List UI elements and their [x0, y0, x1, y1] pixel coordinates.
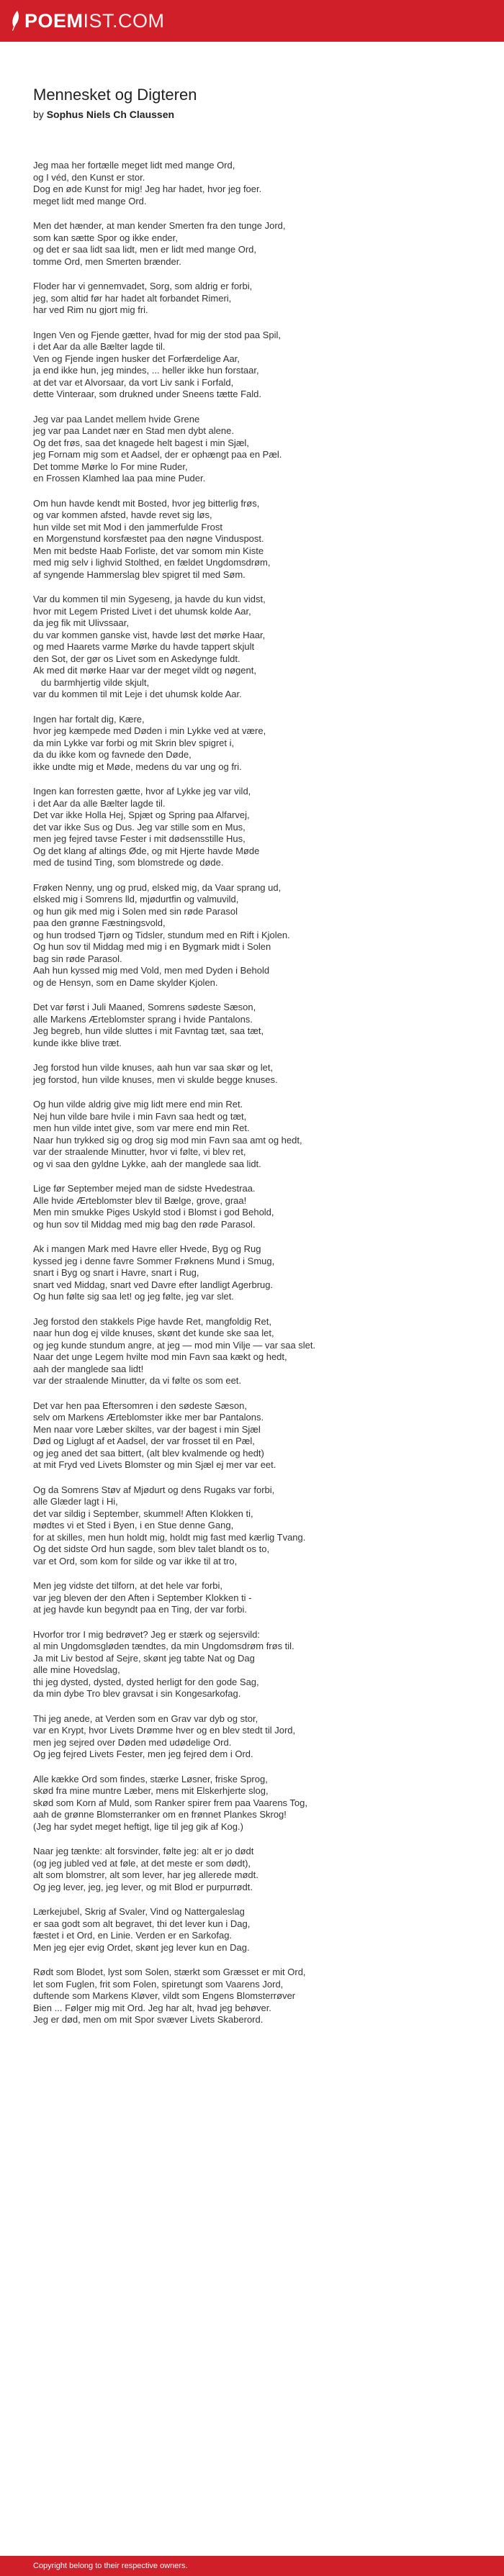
poem-line: Og det sidste Ord hun sagde, som blev talet blandt os to, — [33, 1543, 270, 1554]
poem-line: som kan sætte Spor og ikke ender, — [33, 232, 178, 243]
poem-body — [33, 160, 480, 2026]
poem-line: at mit Fryd ved Livets Blomster og min Sjæl ej mer var eet. — [33, 1459, 276, 1470]
poem-line: skød fra mine muntre Læber, mens mit Elskerhjerte slog, — [33, 1785, 269, 1796]
poem-line: men hun vilde intet give, som var mere end min Ret. — [33, 1123, 250, 1133]
poem-line: med de tusind Ting, som blomstrede og døde. — [33, 857, 224, 868]
stanza — [33, 594, 480, 701]
poem-line: men jeg fejred tavse Fester i mit dødsensstille Hus, — [33, 833, 246, 844]
poem-line: du barmhjertig vilde skjult, — [33, 676, 150, 688]
stanza — [33, 160, 480, 207]
poem-line: jeg Fornam mig som et Aadsel, der er ophængt paa en Pæl. — [33, 449, 282, 460]
poem-line: Ingen har fortalt dig, Kære, — [33, 713, 145, 725]
poem-line: den Sot, der gør os Livet som en Askedynge fuldt. — [33, 653, 240, 664]
poem-line: Jeg er død, men om mit Spor svæver Livets Skaberord. — [33, 2014, 264, 2025]
poem-line: Og det frøs, saa det knagede helt bagest i min Sjæl, — [33, 437, 249, 448]
poem-line: Og hun sov til Middag med mig i en Bygmark midt i Solen — [33, 941, 271, 952]
poem-line: jeg, som altid før har hadet alt forbandet Rimeri, — [33, 292, 232, 304]
poem-line: al min Ungdomsgløden tændtes, da min Ungdomsdrøm frøs til. — [33, 1641, 294, 1651]
poem-line: Rødt som Blodet, lyst som Solen, stærkt som Græsset er mit Ord, — [33, 1967, 306, 1977]
stanza — [33, 1243, 480, 1303]
stanza — [33, 498, 480, 581]
poem-line: alle mine Hovedslag, — [33, 1664, 120, 1675]
stanza — [33, 1099, 480, 1170]
stanza — [33, 1400, 480, 1471]
poem-line: jeg var paa Landet nær en Stad men dybt alene. — [33, 425, 234, 436]
poem-line: Alle hvide Ærteblomster blev til Bælge, grove, graa! — [33, 1194, 247, 1206]
stanza — [33, 1713, 480, 1761]
stanza — [33, 1002, 480, 1049]
poem-line: Jeg forstod den stakkels Pige havde Ret, mangfoldig Ret, — [33, 1315, 271, 1327]
stanza — [33, 786, 480, 869]
poem-line: Alle kække Ord som findes, stærke Løsner, friske Sprog, — [33, 1773, 268, 1784]
poem-line: en Morgenstund korsfæstet paa den nøgne Vinduspost. — [33, 533, 264, 544]
poem-line: og vi saa den gyldne Lykke, aah der manglede saa lidt. — [33, 1158, 261, 1169]
poem-line: Død og Liglugt af et Aadsel, der var frosset til en Pæl, — [33, 1436, 255, 1446]
stanza — [33, 220, 480, 268]
poem-line: da min Lykke var forbi og mit Skrin blev spigret i, — [33, 737, 235, 748]
poem-line: Ja mit Liv bestod af Sejre, skønt jeg tabte Nat og Dag — [33, 1652, 255, 1664]
poem-content — [33, 85, 480, 2039]
poem-line: kunde ikke blive træt. — [33, 1037, 122, 1048]
poem-line: det var ikke Sus og Dus. Jeg var stille som en Mus, — [33, 821, 246, 833]
poem-line: Jeg forstod hun vilde knuses, aah hun var saa skør og let, — [33, 1062, 274, 1073]
poem-line: og de Hensyn, som en Dame skylder Kjolen. — [33, 976, 218, 988]
stanza — [33, 1967, 480, 2026]
poem-line: (og jeg jubled ved at føle, at det meste er som dødt), — [33, 1857, 251, 1869]
poem-line: Og hun vilde aldrig give mig lidt mere end min Ret. — [33, 1099, 243, 1110]
poem-line: hvor mit Legem Pristed Livet i det uhumsk kolde Aar, — [33, 605, 251, 617]
poem-line: Ven og Fjende ingen husker det Forfærdelige Aar, — [33, 353, 240, 364]
poem-line: at jeg havde kun begyndt paa en Ting, der var forbi. — [33, 1604, 248, 1615]
poem-line: Ak i mangen Mark med Havre eller Hvede, Byg og Rug — [33, 1243, 261, 1254]
poem-line: Men jeg ejer evig Ordet, skønt jeg lever kun en Dag. — [33, 1941, 250, 1953]
poem-line: hvor jeg kæmpede med Døden i min Lykke ved at være, — [33, 725, 266, 736]
poem-line: Naar jeg tænkte: alt forsvinder, følte jeg: alt er jo dødt — [33, 1846, 254, 1856]
poem-line: Nej hun vilde bare hvile i min Favn saa hedt og tæt, — [33, 1110, 247, 1122]
poem-line: paa den grønne Fæstningsvold, — [33, 917, 166, 928]
poem-line: Var du kommen til min Sygeseng, ja havde du kun vidst, — [33, 594, 266, 604]
poem-line: ikke undte mig et Møde, medens du var ung og fri. — [33, 761, 242, 772]
stanza — [33, 330, 480, 401]
poem-line: Frøken Nenny, ung og prud, elsked mig, da Vaar sprang ud, — [33, 881, 282, 893]
poem-line: Jeg maa her fortælle meget lidt med mange Ord, — [33, 160, 235, 171]
poem-line: thi jeg dysted, dysted, dysted herligt for den gode Sag, — [33, 1676, 259, 1687]
poem-line: Naar hun trykked sig og drog sig mod min Favn saa amt og hedt, — [33, 1134, 302, 1146]
stanza — [33, 1846, 480, 1893]
poem-line: Jeg begreb, hun vilde sluttes i mit Favntag tæt, saa tæt, — [33, 1025, 264, 1036]
byline — [33, 108, 480, 121]
poem-line: var jeg bleven der den Aften i September Klokken ti - — [33, 1592, 252, 1603]
poem-line: Men min smukke Piges Uskyld stod i Blomst i god Behold, — [33, 1207, 274, 1217]
author-name[interactable]: Sophus Niels Ch Claussen — [46, 109, 175, 120]
poem-line: Det var først i Juli Maaned, Somrens sødeste Sæson, — [33, 1002, 256, 1012]
stanza — [33, 1484, 480, 1568]
poem-line: og det er saa lidt saa lidt, men er lidt med mange Ord, — [33, 244, 256, 255]
poem-line: Dog en øde Kunst for mig! Jeg har hadet, hvor jeg foer. — [33, 183, 262, 194]
poem-line: alle Glæder lagt i Hi, — [33, 1496, 118, 1507]
poem-line: Og det klang af altings Øde, og mit Hjerte havde Møde — [33, 845, 260, 856]
poem-line: elsked mig i Somrens lld, mjødurtfin og valmuvild, — [33, 894, 239, 904]
poem-line: og hun gik med mig i Solen med sin røde Parasol — [33, 905, 238, 917]
site-name: POEMIST.COM — [24, 9, 165, 32]
poem-line: jeg forstod, hun vilde knuses, men vi skulde begge knuses. — [33, 1074, 278, 1085]
poem-line: Men det hænder, at man kender Smerten fra den tunge Jord, — [33, 220, 286, 231]
poem-line: Floder har vi gennemvadet, Sorg, som aldrig er forbi, — [33, 281, 253, 291]
poem-line: og hun trodsed Tjørn og Tidsler, stundum med en Rift i Kjolen. — [33, 929, 290, 940]
poem-line: naar hun dog ej vilde knuses, skønt det kunde ske saa let, — [33, 1328, 274, 1338]
poem-line: Aah hun kyssed mig med Vold, men med Dyden i Behold — [33, 965, 270, 976]
poem-line: Og jeg fejred Livets Fester, men jeg fejred dem i Ord. — [33, 1749, 253, 1759]
poem-line: Og hun følte sig saa let! og jeg følte, jeg var slet. — [33, 1291, 234, 1302]
poem-line: (Jeg har sydet meget heftigt, lige til jeg gik af Kog.) — [33, 1820, 243, 1832]
poem-line: med mig selv i lighvid Stolthed, en fældet Ungdomsdrøm, — [33, 557, 271, 568]
poem-line: Det var ikke Holla Hej, Spjæt og Spring paa Alfarvej, — [33, 809, 250, 820]
poem-line: var du kommen til mit Leje i det uhumsk kolde Aar. — [33, 689, 242, 699]
stanza — [33, 1316, 480, 1387]
poem-line: mødtes vi et Sted i Byen, i en Stue denne Gang, — [33, 1520, 234, 1530]
poem-line: bag sin røde Parasol. — [33, 953, 122, 964]
poem-line: skød som Korn af Muld, som Ranker spirer frem paa Vaarens Tog, — [33, 1797, 308, 1808]
stanza — [33, 1580, 480, 1616]
poem-line: var et Ord, som kom for silde og var ikke til at tro, — [33, 1555, 238, 1566]
stanza — [33, 1062, 480, 1086]
poem-line: at det var et Alvorsaar, da vort Liv sank i Forfald, — [33, 376, 234, 388]
copyright-notice: Copyright belong to their respective owners. — [33, 2562, 188, 2570]
poem-line: har ved Rim nu gjort mig fri. — [33, 304, 148, 315]
site-footer — [0, 2556, 504, 2576]
poem-line: hun vilde set mit Mod i den jammerfulde Frost — [33, 521, 222, 532]
poem-line: alle Markens Ærteblomster sprang i hvide Pantalons. — [33, 1013, 253, 1025]
poem-line: snart i Byg og snart i Havre, snart i Rug, — [33, 1267, 199, 1278]
poem-line: Jeg var paa Landet mellem hvide Grene — [33, 413, 200, 425]
poem-line: var der straalende Minutter, da vi følte os som eet. — [33, 1375, 242, 1386]
stanza — [33, 414, 480, 485]
poem-line: Det var hen paa Eftersomren i den sødeste Sæson, — [33, 1400, 247, 1411]
poem-line: da jeg fik mit Ulivssaar, — [33, 617, 129, 628]
poem-line: Lærkejubel, Skrig af Svaler, Vind og Nattergaleslag — [33, 1906, 245, 1917]
poem-line: Hvorfor tror I mig bedrøvet? Jeg er stærk og sejersvild: — [33, 1628, 260, 1640]
poem-line: snart ved Middag, snart ved Davre efter landligt Agerbrug. — [33, 1279, 274, 1290]
poem-line: Om hun havde kendt mit Bosted, hvor jeg bitterlig frøs, — [33, 497, 260, 509]
poem-line: var der straalende Minutter, hvor vi følte, vi blev ret, — [33, 1146, 246, 1157]
poem-line: Thi jeg anede, at Verden som en Grav var dyb og stor, — [33, 1713, 258, 1724]
stanza — [33, 1774, 480, 1833]
poem-line: i det Aar da alle Bælter lagde til. — [33, 341, 166, 352]
poem-line: da du ikke kom og favnede den Døde, — [33, 749, 192, 760]
stanza — [33, 1183, 480, 1230]
poem-line: og jeg kunde stundum angre, at jeg — mod min Vilje — var saa slet. — [33, 1339, 316, 1351]
stanza — [33, 281, 480, 317]
poem-line: for at skilles, men hun holdt mig, holdt mig fast med kærlig Tvang. — [33, 1531, 306, 1543]
poem-line: aah der manglede saa lidt! — [33, 1363, 144, 1374]
poem-line: og I véd, den Kunst er stor. — [33, 171, 145, 183]
poem-line: da min dybe Tro blev gravsat i sin Kongesarkofag. — [33, 1688, 241, 1699]
poem-line: Det tomme Mørke lo For mine Ruder, — [33, 461, 188, 472]
poem-line: Og da Somrens Støv af Mjødurt og dens Rugaks var forbi, — [33, 1484, 275, 1495]
site-logo[interactable] — [10, 9, 165, 32]
stanza — [33, 1629, 480, 1700]
poem-line: kyssed jeg i denne favre Sommer Frøknens Mund i Smug, — [33, 1255, 275, 1266]
poem-line: ja end ikke hun, jeg mindes, ... heller ikke hun forstaar, — [33, 365, 259, 376]
poem-line: let som Fuglen, frit som Folen, spiretungt som Vaarens Jord, — [33, 1978, 284, 1990]
poem-line: og med Haarets varme Mørke du havde tappert skjult — [33, 641, 255, 652]
poem-line: alt som blomstrer, alt som lever, har jeg allerede mødt. — [33, 1869, 258, 1880]
poem-line: du var kommen ganske vist, havde løst det mørke Haar, — [33, 629, 266, 640]
poem-line: Naar det unge Legem hvilte mod min Favn saa kækt og hedt, — [33, 1351, 287, 1362]
site-header — [0, 0, 504, 42]
poem-line: Ingen kan forresten gætte, hvor af Lykke jeg var vild, — [33, 786, 251, 797]
poem-title: Mennesket og Digteren — [33, 86, 197, 104]
poem-line: Ingen Ven og Fjende gætter, hvad for mig der stod paa Spil, — [33, 329, 281, 340]
poem-line: meget lidt med mange Ord. — [33, 195, 147, 207]
poem-line: fæstet i et Ord, en Linie. Verden er en Sarkofag. — [33, 1930, 233, 1941]
poem-line: en Frossen Klamhed laa paa mine Puder. — [33, 473, 206, 484]
poem-line: aah de grønne Blomsterranker om en frønnet Plankes Skrog! — [33, 1809, 287, 1820]
poem-line: dette Vinteraar, som drukned under Sneens tætte Fald. — [33, 389, 262, 399]
feather-icon — [10, 10, 20, 32]
poem-line: Men mit bedste Haab Forliste, det var somom min Kiste — [33, 545, 264, 556]
poem-line: selv om Markens Ærteblomster ikke mer bar Pantalons. — [33, 1412, 264, 1423]
poem-line: Lige før September mejed man de sidste Hvedestraa. — [33, 1183, 256, 1194]
stanza — [33, 714, 480, 774]
poem-line: og jeg aned det saa bittert, (alt blev kvalmende og hedt) — [33, 1447, 264, 1459]
poem-line: men jeg sejred over Døden med udødelige Ord. — [33, 1736, 232, 1748]
poem-line: af syngende Hammerslag blev spigret til med Søm. — [33, 568, 246, 580]
poem-line: og var kommen afsted, havde revet sig løs, — [33, 509, 212, 520]
stanza — [33, 1906, 480, 1954]
poem-line: Ak med dit mørke Haar var der meget vildt og nøgent, — [33, 665, 256, 676]
poem-line: tomme Ord, men Smerten brænder. — [33, 255, 181, 267]
stanza — [33, 882, 480, 989]
poem-line: og hun sov til Middag med mig bag den røde Parasol. — [33, 1218, 256, 1230]
poem-line: Bien ... Følger mig mit Ord. Jeg har alt, hvad jeg behøver. — [33, 2002, 271, 2013]
poem-line: er saa godt som alt begravet, thi det lever kun i Dag, — [33, 1918, 251, 1929]
poem-line: Men naar vore Læber skiltes, var der bagest i min Sjæl — [33, 1423, 261, 1435]
poem-line: Men jeg vidste det tilforn, at det hele var forbi, — [33, 1580, 223, 1591]
poem-line: var en Krypt, hvor Livets Drømme hver og en blev stedt til Jord, — [33, 1725, 296, 1736]
poem-line: duftende som Markens Kløver, vildt som Engens Blomsterrøver — [33, 1990, 296, 2001]
poem-line: det var sildig i September, skummel! Aften Klokken ti, — [33, 1507, 253, 1519]
byline-prefix: by — [33, 109, 47, 120]
poem-line: Og jeg lever, jeg, jeg lever, og mit Blod er purpurrødt. — [33, 1881, 253, 1892]
poem-line: i det Aar da alle Bælter lagde til. — [33, 797, 166, 809]
